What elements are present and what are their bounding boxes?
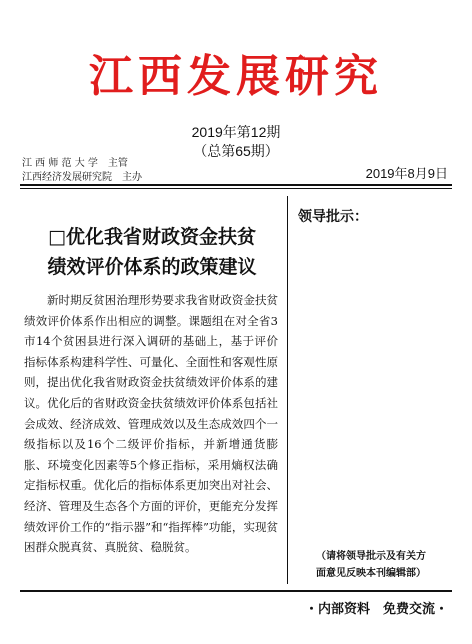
masthead-title: 江西发展研究 [89, 51, 383, 102]
leader-comments-label: 领导批示： [298, 209, 368, 225]
article-title-line-2: 绩效评价体系的政策建议 [47, 256, 257, 278]
article-title [24, 222, 280, 282]
issue-number: 2019年第12期 [191, 124, 281, 140]
organizer-line: 江西经济发展研究院 主办 [22, 172, 142, 183]
leader-comments-note-line-2: 面意见反映本刊编辑部） [316, 568, 426, 579]
supervisor-line: 江 西 师 范 大 学 主管 [22, 158, 128, 169]
column-divider [287, 196, 288, 584]
issue-total-number: （总第65期） [193, 143, 279, 159]
leader-comments-note [296, 548, 446, 582]
article-body [24, 290, 278, 558]
header-rule-thin [20, 188, 452, 189]
footer-rule [20, 590, 452, 592]
article-title-line-1: □优化我省财政资金扶贫 [48, 226, 256, 248]
leader-comments-note-line-1: （请将领导批示及有关方 [316, 551, 426, 562]
issue-date: 2019年8月9日 [365, 166, 448, 181]
header-rule-thick [20, 184, 452, 186]
sponsors [22, 157, 142, 185]
article-paragraph: 新时期反贫困治理形势要求我省财政资金扶贫绩效评价体系作出相应的调整。课题组在对全省3市14个贫困县进行深入调研的基础上，基于评价指标体系构建科学性、可量化、全面性和客观性原则，提出优化我省财政资金扶贫绩效评价体系的建议。优化后的省财政资金扶贫绩效评价体系包括社会成效、经济成效、管理成效以及生态成效四个一级指标以及16个二级评价指标，并新增通货膨胀、环境变化因素等5个修正指标，采用熵权法确定指标权重。优化后的指标体系更加突出对社会、经济、管理及生态各个方面的评价，更能充分发挥绩效评价工作的“指示器”和“指挥棒”功能，实现贫困群众脱真贫、真脱贫、稳脱贫。 [24, 293, 278, 555]
footer-note: ・内部资料 免费交流・ [304, 602, 448, 617]
